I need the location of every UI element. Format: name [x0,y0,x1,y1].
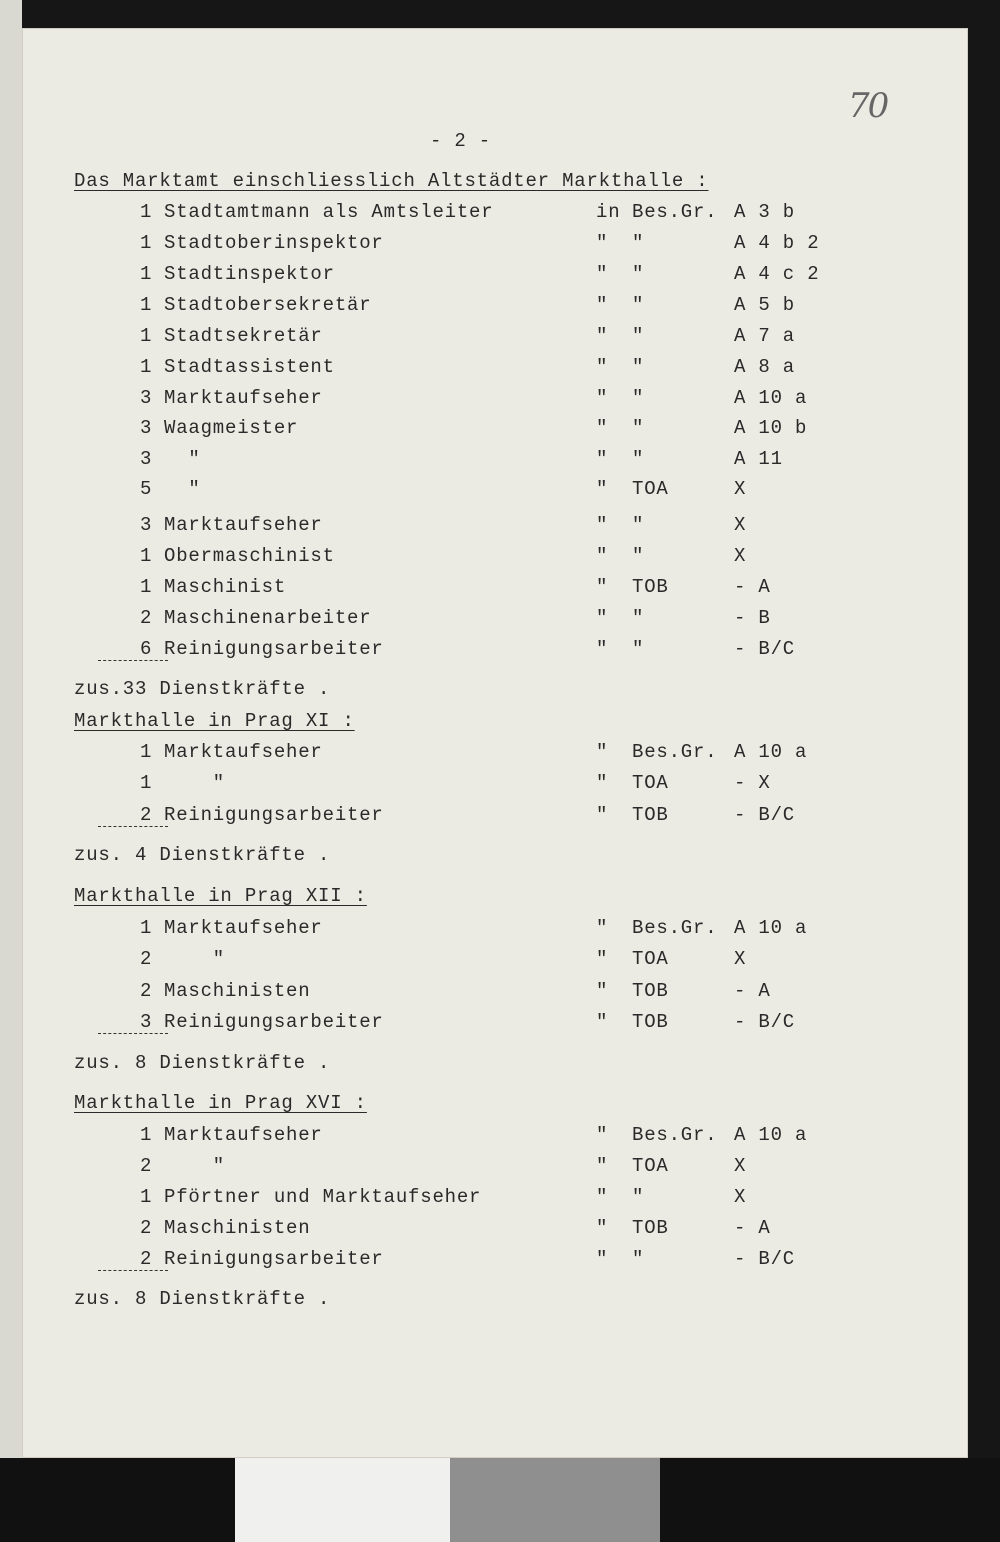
row-col-group: " [632,417,645,439]
row-count: 2 [140,980,153,1002]
row-count: 2 [140,1217,153,1239]
row-title: " [164,1155,226,1177]
row-col-grade: X [734,948,747,970]
sum-underline [98,646,168,661]
row-col-grade: A 5 b [734,294,796,316]
row-title: " [164,772,226,794]
document-page [22,28,968,1458]
row-count: 2 [140,948,153,970]
section-heading: Markthalle in Prag XI : [74,710,355,732]
row-col-in: " [596,917,609,939]
row-title: Maschinist [164,576,287,598]
row-title: Maschinisten [164,980,311,1002]
row-count: 6 [140,638,153,660]
row-count: 1 [140,1124,153,1146]
row-col-in: " [596,545,609,567]
row-col-group: " [632,448,645,470]
row-col-in: " [596,1011,609,1033]
row-col-grade: A 10 a [734,1124,808,1146]
row-col-group: " [632,607,645,629]
section-total: zus. 4 Dienstkräfte . [74,844,331,866]
row-count: 2 [140,607,153,629]
row-count: 2 [140,1155,153,1177]
row-count: 1 [140,356,153,378]
row-col-grade: A 8 a [734,356,796,378]
row-count: 1 [140,917,153,939]
sum-underline [98,1256,168,1271]
row-col-grade: - B/C [734,638,796,660]
row-col-grade: - X [734,772,771,794]
row-count: 5 [140,478,153,500]
row-col-in: " [596,294,609,316]
row-col-grade: X [734,514,747,536]
row-col-grade: X [734,1155,747,1177]
row-col-in: " [596,741,609,763]
row-col-grade: - A [734,576,771,598]
row-count: 3 [140,1011,153,1033]
row-col-in: " [596,263,609,285]
row-col-grade: - B [734,607,771,629]
row-title: Waagmeister [164,417,299,439]
row-title: Stadtoberinspektor [164,232,384,254]
row-title: Reinigungsarbeiter [164,1248,384,1270]
row-col-group: TOB [632,1217,669,1239]
row-title: Marktaufseher [164,514,323,536]
row-count: 3 [140,514,153,536]
row-col-group: Bes.Gr. [632,201,718,223]
row-col-in: " [596,1248,609,1270]
row-col-in: " [596,387,609,409]
row-col-in: " [596,417,609,439]
row-title: Stadtamtmann als Amtsleiter [164,201,494,223]
row-title: Stadtobersekretär [164,294,372,316]
row-title: Reinigungsarbeiter [164,804,384,826]
row-col-grade: A 4 b 2 [734,232,820,254]
page-number: - 2 - [430,130,492,152]
row-col-grade: X [734,478,747,500]
row-col-in: " [596,325,609,347]
row-col-grade: - B/C [734,804,796,826]
row-count: 1 [140,576,153,598]
page-gutter [0,0,22,1458]
row-col-grade: X [734,545,747,567]
row-col-grade: A 10 a [734,917,808,939]
row-count: 1 [140,294,153,316]
row-title: Reinigungsarbeiter [164,638,384,660]
row-col-group: Bes.Gr. [632,741,718,763]
row-col-in: " [596,948,609,970]
row-title: Stadtsekretär [164,325,323,347]
row-title: " [164,948,226,970]
color-target-white [235,1458,450,1542]
row-col-group: " [632,1186,645,1208]
row-col-in: " [596,448,609,470]
row-count: 1 [140,772,153,794]
row-col-in: " [596,1217,609,1239]
section-heading: Markthalle in Prag XVI : [74,1092,367,1114]
row-col-in: " [596,356,609,378]
row-title: Reinigungsarbeiter [164,1011,384,1033]
sum-underline [98,1019,168,1034]
row-title: Marktaufseher [164,917,323,939]
row-title: Obermaschinist [164,545,335,567]
section-total: zus. 8 Dienstkräfte . [74,1052,331,1074]
row-col-group: " [632,263,645,285]
row-col-in: " [596,514,609,536]
row-col-group: " [632,294,645,316]
section-heading: Das Marktamt einschliesslich Altstädter Markthalle : [74,170,709,192]
row-count: 1 [140,1186,153,1208]
row-title: Stadtassistent [164,356,335,378]
row-count: 3 [140,387,153,409]
row-count: 1 [140,545,153,567]
row-col-in: " [596,1124,609,1146]
row-col-group: " [632,1248,645,1270]
row-title: Marktaufseher [164,741,323,763]
row-col-grade: A 3 b [734,201,796,223]
row-col-group: TOB [632,804,669,826]
row-col-grade: A 10 a [734,741,808,763]
row-col-group: " [632,638,645,660]
row-count: 1 [140,325,153,347]
row-title: Stadtinspektor [164,263,335,285]
row-count: 3 [140,448,153,470]
row-col-in: " [596,607,609,629]
row-col-in: " [596,772,609,794]
row-col-in: " [596,980,609,1002]
row-col-group: TOA [632,478,669,500]
row-title: Maschinenarbeiter [164,607,372,629]
row-col-grade: X [734,1186,747,1208]
row-col-in: " [596,804,609,826]
row-col-in: " [596,478,609,500]
row-col-group: " [632,545,645,567]
row-col-in: " [596,232,609,254]
row-col-grade: - B/C [734,1011,796,1033]
row-title: Maschinisten [164,1217,311,1239]
row-count: 3 [140,417,153,439]
row-col-group: Bes.Gr. [632,917,718,939]
row-title: " [164,448,201,470]
section-total: zus.33 Dienstkräfte . [74,678,331,700]
color-target-grey [450,1458,660,1542]
row-title: Marktaufseher [164,1124,323,1146]
row-col-group: TOA [632,772,669,794]
section-total: zus. 8 Dienstkräfte . [74,1288,331,1310]
row-col-group: TOA [632,948,669,970]
row-col-grade: A 7 a [734,325,796,347]
row-count: 1 [140,263,153,285]
row-col-group: " [632,387,645,409]
row-col-in: " [596,638,609,660]
row-col-group: " [632,514,645,536]
row-col-grade: A 10 a [734,387,808,409]
row-col-grade: A 10 b [734,417,808,439]
row-title: Marktaufseher [164,387,323,409]
section-heading: Markthalle in Prag XII : [74,885,367,907]
row-col-group: " [632,232,645,254]
row-title: " [164,478,201,500]
row-col-group: TOB [632,1011,669,1033]
row-count: 1 [140,201,153,223]
row-col-group: " [632,356,645,378]
row-count: 2 [140,1248,153,1270]
row-col-in: " [596,576,609,598]
row-col-in: " [596,1186,609,1208]
row-col-grade: - B/C [734,1248,796,1270]
row-count: 1 [140,232,153,254]
row-col-group: TOA [632,1155,669,1177]
row-count: 1 [140,741,153,763]
row-col-group: TOB [632,576,669,598]
handwritten-page-number: 70 [848,86,888,126]
row-col-grade: - A [734,980,771,1002]
row-col-group: Bes.Gr. [632,1124,718,1146]
row-title: Pförtner und Marktaufseher [164,1186,482,1208]
row-col-grade: A 11 [734,448,783,470]
row-col-grade: - A [734,1217,771,1239]
row-col-grade: A 4 c 2 [734,263,820,285]
row-col-group: TOB [632,980,669,1002]
row-col-in: " [596,1155,609,1177]
row-count: 2 [140,804,153,826]
row-col-in: in [596,201,621,223]
row-col-group: " [632,325,645,347]
sum-underline [98,812,168,827]
